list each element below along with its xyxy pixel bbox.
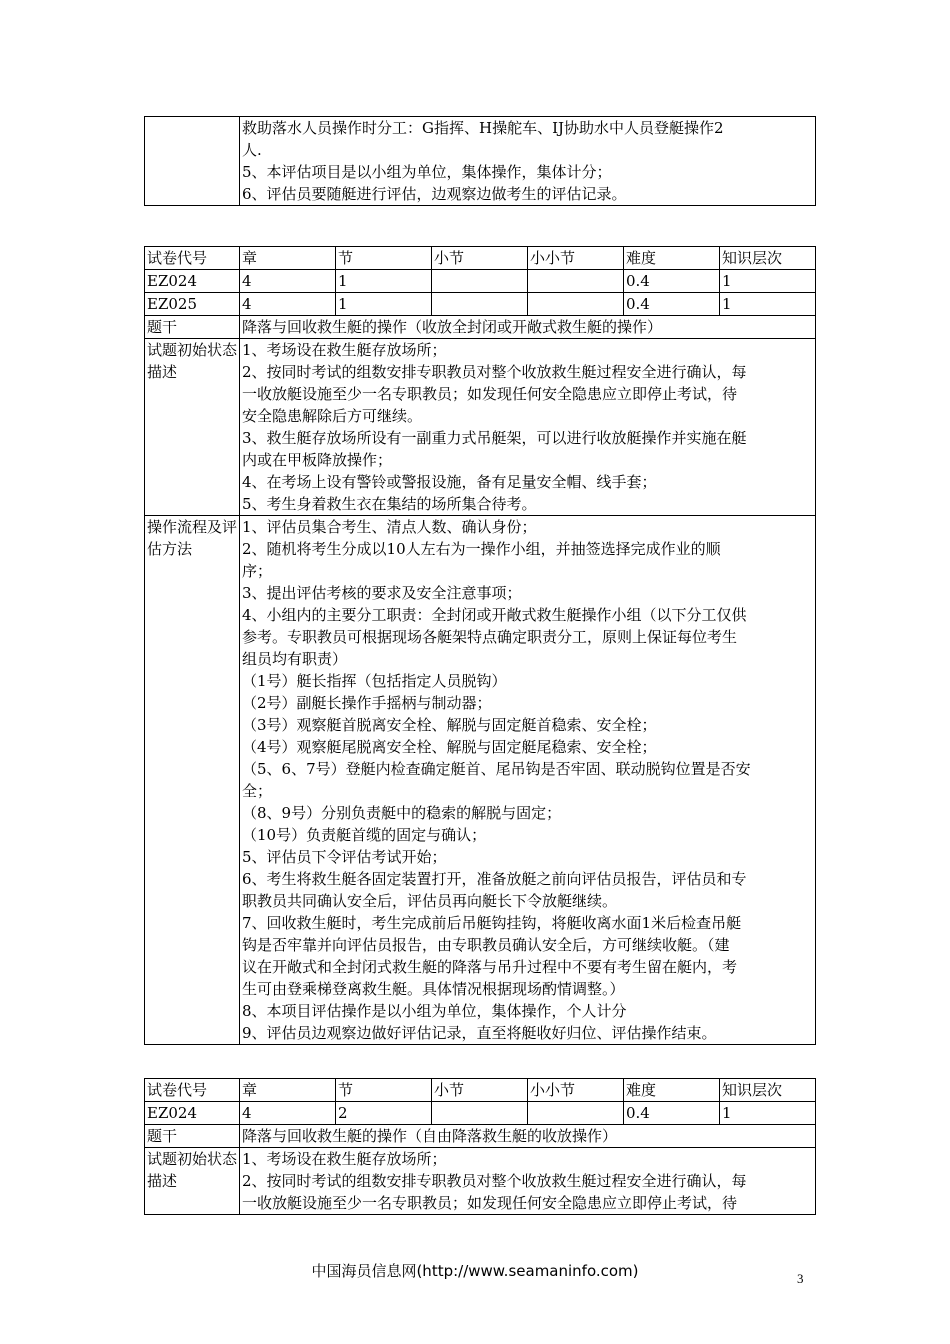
table-cell: 4 <box>240 293 336 316</box>
table-cell <box>528 293 624 316</box>
table-cell: 4 <box>240 1102 336 1125</box>
table-cell: 2 <box>336 1102 432 1125</box>
table-cell: 0.4 <box>624 293 720 316</box>
table-row <box>145 1102 816 1125</box>
label-cell <box>145 117 240 206</box>
table-row <box>145 270 816 293</box>
continuation-table <box>144 116 816 206</box>
init-state-label: 试题初始状态描述 <box>145 1148 240 1215</box>
header-cell: 难度 <box>624 247 720 270</box>
question-table-2 <box>144 1078 816 1215</box>
table-cell <box>528 270 624 293</box>
table-cell: EZ024 <box>145 270 240 293</box>
header-cell: 节 <box>336 247 432 270</box>
table-cell: 1 <box>720 1102 816 1125</box>
stem-row <box>145 316 816 339</box>
header-cell: 章 <box>240 1079 336 1102</box>
init-state-text: 1、考场设在救生艇存放场所； 2、按同时考试的组数安排专职教员对整个收放救生艇过程安全进行确认，每 一收放艇设施至少一名专职教员；如发现任何安全隐患应立即停止考试，待 安全隐患解除后方可继续。 3、救生艇存放场所设有一副重力式吊艇架，可以进行收放艇操作并实施在艇 内或在甲板降放操作； 4、在考场上设有警铃或警报设施，备有足量安全帽、线手套； 5、考生身着救生衣在集结的场所集合待考。 <box>240 339 816 516</box>
stem-label: 题干 <box>145 316 240 339</box>
table-cell: 0.4 <box>624 1102 720 1125</box>
init-state-text: 1、考场设在救生艇存放场所； 2、按同时考试的组数安排专职教员对整个收放救生艇过程安全进行确认，每 一收放艇设施至少一名专职教员；如发现任何安全隐患应立即停止考试，待 <box>240 1148 816 1215</box>
header-cell: 节 <box>336 1079 432 1102</box>
table-cell: 1 <box>720 270 816 293</box>
header-cell: 试卷代号 <box>145 1079 240 1102</box>
header-cell: 小小节 <box>528 1079 624 1102</box>
footer-source: 中国海员信息网(http://www.seamaninfo.com) <box>311 1262 639 1280</box>
table-cell: 1 <box>336 270 432 293</box>
table-cell <box>432 270 528 293</box>
question-table-1 <box>144 246 816 1045</box>
stem-row <box>145 1125 816 1148</box>
header-row <box>145 247 816 270</box>
table-cell <box>432 293 528 316</box>
procedure-label: 操作流程及评估方法 <box>145 516 240 1045</box>
header-row <box>145 1079 816 1102</box>
table-cell: EZ025 <box>145 293 240 316</box>
header-cell: 知识层次 <box>720 1079 816 1102</box>
header-cell: 章 <box>240 247 336 270</box>
init-state-row <box>145 1148 816 1215</box>
table-cell: 1 <box>336 293 432 316</box>
init-state-row <box>145 339 816 516</box>
header-cell: 小小节 <box>528 247 624 270</box>
table-cell <box>528 1102 624 1125</box>
continuation-row <box>145 117 816 206</box>
stem-label: 题干 <box>145 1125 240 1148</box>
table-cell <box>432 1102 528 1125</box>
header-cell: 难度 <box>624 1079 720 1102</box>
table-cell: EZ024 <box>145 1102 240 1125</box>
header-cell: 知识层次 <box>720 247 816 270</box>
header-cell: 小节 <box>432 247 528 270</box>
table-row <box>145 293 816 316</box>
header-cell: 试卷代号 <box>145 247 240 270</box>
stem-text: 降落与回收救生艇的操作（收放全封闭或开敞式救生艇的操作） <box>240 316 816 339</box>
procedure-row <box>145 516 816 1045</box>
table-cell: 1 <box>720 293 816 316</box>
stem-text: 降落与回收救生艇的操作（自由降落救生艇的收放操作） <box>240 1125 816 1148</box>
procedure-text: 1、评估员集合考生、清点人数、确认身份； 2、随机将考生分成以10人左右为一操作小组，并抽签选择完成作业的顺 序； 3、提出评估考核的要求及安全注意事项； 4、小组内的主要分工职责：全封闭或开敞式救生艇操作小组（以下分工仅供 参考。专职教员可根据现场各艇架特点确定职责分工，原则上保证每位考生 组员均有职责） （1号）艇长指挥（包括指定人员脱钩） （2号）副艇长操作手摇柄与制动器； （3号）观察艇首脱离安全栓、解脱与固定艇首稳索、安全栓； （4号）观察艇尾脱离安全栓、解脱与固定艇尾稳索、安全栓； （5、6、7号）登艇内检查确定艇首、尾吊钩是否牢固、联动脱钩位置是否安 全； （8、9号）分别负责艇中的稳索的解脱与固定； （10号）负责艇首缆的固定与确认； 5、评估员下令评估考试开始； 6、考生将救生艇各固定装置打开，准备放艇之前向评估员报告，评估员和专 职教员共同确认安全后，评估员再向艇长下令放艇继续。 7、回收救生艇时，考生完成前后吊艇钩挂钩，将艇收离水面1米后检查吊艇 钩是否牢靠并向评估员报告，由专职教员确认安全后，方可继续收艇。（建 议在开敞式和全封闭式救生艇的降落与吊升过程中不要有考生留在艇内，考 生可由登乘梯登离救生艇。具体情况根据现场酌情调整。） 8、本项目评估操作是以小组为单位，集体操作，个人计分 9、评估员边观察边做好评估记录，直至将艇收好归位、评估操作结束。 <box>240 516 816 1045</box>
continuation-text: 救助落水人员操作时分工：G指挥、H操舵车、IJ协助水中人员登艇操作2 人. 5、本评估项目是以小组为单位，集体操作，集体计分； 6、评估员要随艇进行评估，边观察边做考生的评估记录。 <box>240 117 816 206</box>
init-state-label: 试题初始状态描述 <box>145 339 240 516</box>
header-cell: 小节 <box>432 1079 528 1102</box>
table-cell: 0.4 <box>624 270 720 293</box>
table-cell: 4 <box>240 270 336 293</box>
page-number: 3 <box>797 1271 804 1286</box>
